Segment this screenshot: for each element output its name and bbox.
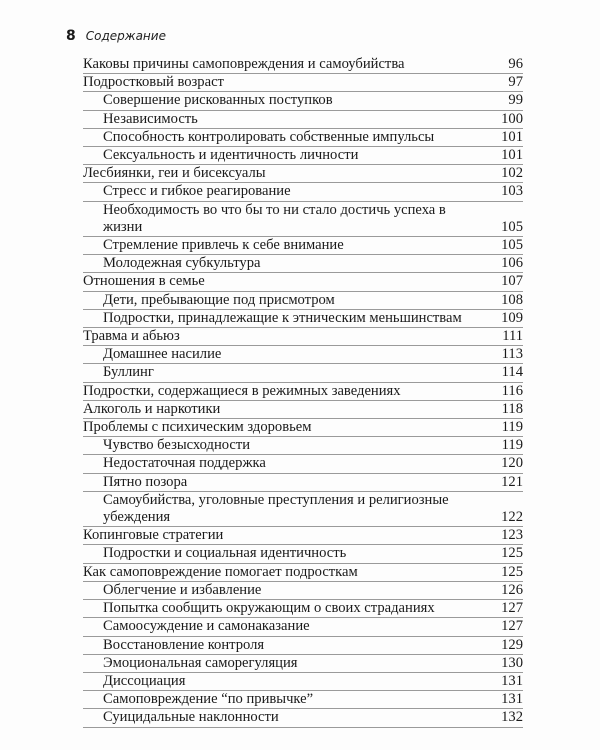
toc-entry-title: Диссоциация	[103, 672, 186, 689]
toc-entry-title: Алкоголь и наркотики	[83, 400, 221, 417]
toc-section-entry	[83, 74, 523, 92]
toc-entry-page: 97	[508, 74, 523, 91]
page-number: 8	[66, 28, 76, 44]
toc-entry-page: 132	[501, 709, 523, 726]
toc-entry-title: Стресс и гибкое реагирование	[103, 183, 291, 200]
toc-entry-title: Способность контролировать собственные импульсы	[103, 128, 435, 145]
toc-entry-title: Лесбиянки, геи и бисексуалы	[83, 165, 266, 182]
toc-entry-title: Суицидальные наклонности	[103, 709, 279, 726]
toc-entry-page: 130	[501, 654, 523, 671]
toc-entry-page: 101	[501, 147, 523, 164]
toc-subsection-entry	[83, 202, 523, 237]
toc-entry-title: Самоубийства, уголовные преступления и религиозные убеждения	[103, 491, 449, 526]
toc-subsection-entry	[83, 709, 523, 727]
toc-subsection-entry	[83, 111, 523, 129]
toc-section-entry	[83, 328, 523, 346]
toc-entry-title: Подростки, принадлежащие к этническим меньшинствам	[103, 309, 462, 326]
toc-entry-title: Самоповреждение “по привычке”	[103, 691, 314, 708]
toc-subsection-entry	[83, 673, 523, 691]
toc-subsection-entry	[83, 437, 523, 455]
toc-subsection-entry	[83, 691, 523, 709]
toc-entry-title: Дети, пребывающие под присмотром	[103, 291, 335, 308]
toc-entry-title: Облегчение и избавление	[103, 581, 262, 598]
toc-entry-page: 127	[501, 600, 523, 617]
toc-entry-page: 129	[501, 636, 523, 653]
toc-entry-page: 105	[501, 237, 523, 254]
toc-subsection-entry	[83, 474, 523, 492]
toc-entry-page: 131	[501, 691, 523, 708]
toc-entry-page: 131	[501, 672, 523, 689]
toc-entry-title: Самоосуждение и самонаказание	[103, 618, 310, 635]
toc-entry-title: Попытка сообщить окружающим о своих страданиях	[103, 600, 435, 617]
toc-subsection-entry	[83, 364, 523, 382]
toc-entry-page: 103	[501, 183, 523, 200]
toc-entry-page: 96	[508, 56, 523, 72]
toc-entry-title: Каковы причины самоповреждения и самоубийства	[83, 56, 405, 72]
toc-entry-title: Необходимость во что бы то ни стало достичь успеха в жизни	[103, 201, 446, 235]
toc-subsection-entry	[83, 582, 523, 600]
toc-entry-page: 122	[501, 509, 523, 526]
toc-entry-page: 100	[501, 110, 523, 127]
toc-subsection-entry	[83, 147, 523, 165]
toc-entry-page: 107	[501, 273, 523, 290]
toc-section-entry	[83, 527, 523, 545]
toc-entry-title: Как самоповреждение помогает подросткам	[83, 563, 358, 580]
toc-entry-page: 127	[501, 618, 523, 635]
toc-entry-page: 119	[501, 419, 523, 436]
toc-entry-page: 113	[501, 346, 523, 363]
toc-entry-title: Недостаточная поддержка	[103, 455, 266, 472]
toc-entry-page: 109	[501, 309, 523, 326]
toc-subsection-entry	[83, 237, 523, 255]
toc-entry-page: 123	[501, 527, 523, 544]
toc-entry-title: Буллинг	[103, 364, 154, 381]
toc-section-entry	[83, 56, 523, 74]
toc-entry-page: 101	[501, 128, 523, 145]
toc-subsection-entry	[83, 637, 523, 655]
page-header	[66, 28, 166, 48]
toc-entry-title: Совершение рискованных поступков	[103, 92, 333, 109]
toc-section-entry	[83, 401, 523, 419]
toc-entry-title: Копинговые стратегии	[83, 527, 224, 544]
toc-subsection-entry	[83, 346, 523, 364]
toc-entry-title: Подростковый возраст	[83, 74, 224, 91]
toc-subsection-entry	[83, 129, 523, 147]
toc-entry-page: 116	[501, 382, 523, 399]
toc-entry-page: 120	[501, 455, 523, 472]
toc-entry-title: Независимость	[103, 110, 198, 127]
toc-subsection-entry	[83, 310, 523, 328]
toc-entry-page: 126	[501, 581, 523, 598]
toc-entry-page: 114	[501, 364, 523, 381]
toc-entry-page: 102	[501, 165, 523, 182]
toc-subsection-entry	[83, 255, 523, 273]
toc-section-entry	[83, 383, 523, 401]
toc-entry-title: Чувство безысходности	[103, 437, 251, 454]
toc-section-entry	[83, 165, 523, 183]
toc-subsection-entry	[83, 292, 523, 310]
toc-entry-page: 108	[501, 291, 523, 308]
toc-subsection-entry	[83, 183, 523, 201]
toc-entry-page: 119	[501, 437, 523, 454]
toc-entry-page: 125	[501, 545, 523, 562]
toc-subsection-entry	[83, 92, 523, 110]
toc-subsection-entry	[83, 545, 523, 563]
toc-subsection-entry	[83, 492, 523, 527]
toc-entry-page: 106	[501, 255, 523, 272]
toc-entry-title: Сексуальность и идентичность личности	[103, 147, 359, 164]
toc-subsection-entry	[83, 655, 523, 673]
toc-subsection-entry	[83, 618, 523, 636]
running-title: Содержание	[85, 29, 166, 43]
toc-entry-page: 111	[502, 328, 523, 345]
toc-entry-title: Травма и абьюз	[83, 328, 180, 345]
toc-section-entry	[83, 419, 523, 437]
toc-section-entry	[83, 564, 523, 582]
toc-entry-title: Восстановление контроля	[103, 636, 265, 653]
toc-subsection-entry	[83, 455, 523, 473]
toc-entry-title: Молодежная субкультура	[103, 255, 261, 272]
toc-entry-title: Стремление привлечь к себе внимание	[103, 237, 344, 254]
toc-entry-page: 118	[501, 400, 523, 417]
toc-section-entry	[83, 273, 523, 291]
toc-entry-title: Пятно позора	[103, 473, 188, 490]
toc-entry-title: Подростки, содержащиеся в режимных заведениях	[83, 382, 401, 399]
toc-entry-page: 105	[501, 218, 523, 235]
toc-entry-title: Домашнее насилие	[103, 346, 222, 363]
toc-entry-title: Подростки и социальная идентичность	[103, 545, 347, 562]
table-of-contents	[83, 56, 523, 728]
toc-entry-title: Эмоциональная саморегуляция	[103, 654, 298, 671]
toc-entry-title: Проблемы с психическим здоровьем	[83, 419, 312, 436]
toc-entry-page: 121	[501, 473, 523, 490]
toc-entry-page: 125	[501, 563, 523, 580]
toc-subsection-entry	[83, 600, 523, 618]
toc-entry-page: 99	[508, 92, 523, 109]
toc-entry-title: Отношения в семье	[83, 273, 205, 290]
